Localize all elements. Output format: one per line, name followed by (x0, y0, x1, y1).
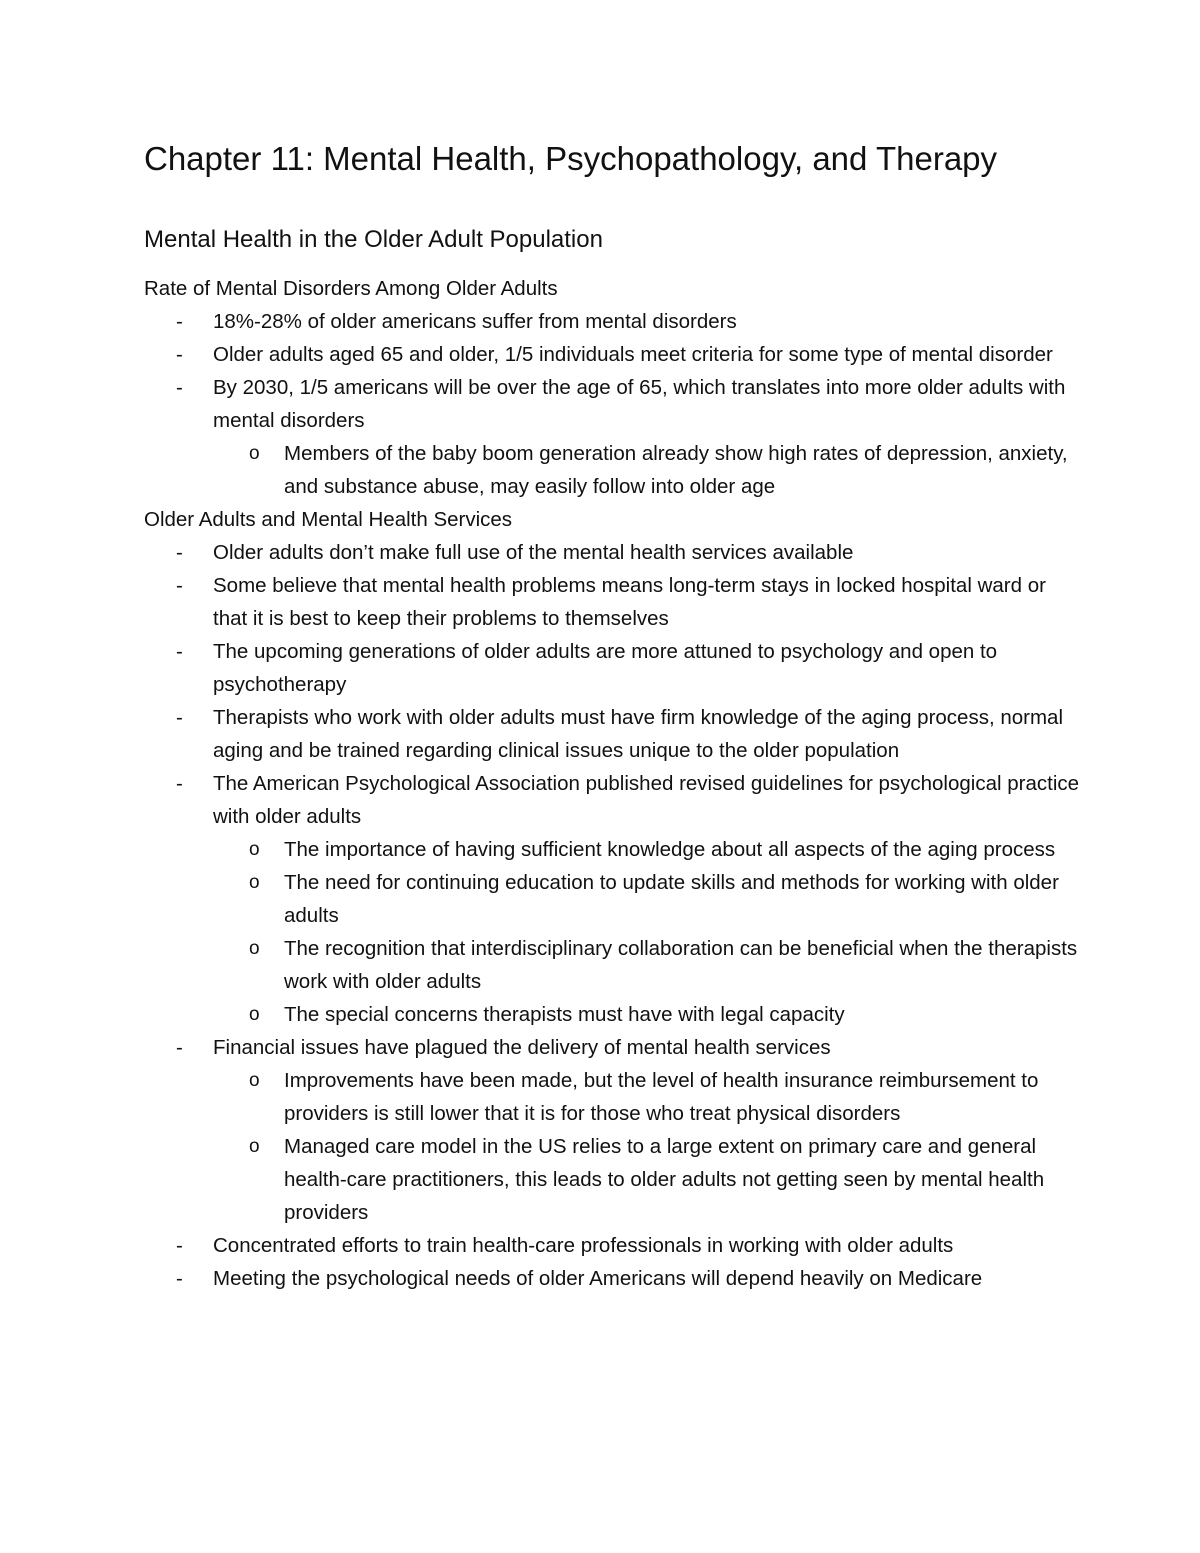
dash-bullet-icon: - (176, 706, 183, 729)
sub-list-item-text: Improvements have been made, but the level of health insurance reimbursement to providers is still lower that it is for those who treat physical disorders (284, 1069, 1039, 1125)
list-item-text: By 2030, 1/5 americans will be over the age of 65, which translates into more older adults with mental disorders (213, 376, 1066, 432)
circle-bullet-icon: o (249, 1070, 260, 1091)
dash-bullet-icon: - (176, 772, 183, 795)
subsection-heading: Older Adults and Mental Health Services (144, 508, 513, 531)
sub-list-item-text: The special concerns therapists must have with legal capacity (284, 1003, 845, 1026)
dash-bullet-icon: - (176, 1234, 183, 1257)
sub-bullet-list (213, 833, 1084, 1031)
list-item-text: Older adults aged 65 and older, 1/5 individuals meet criteria for some type of mental disorder (213, 343, 1053, 366)
list-item (144, 767, 1084, 1031)
list-item-text: Meeting the psychological needs of older Americans will depend heavily on Medicare (213, 1267, 983, 1290)
list-item (144, 536, 1084, 569)
list-item-text: The American Psychological Association published revised guidelines for psychological practice with older adults (213, 772, 1080, 828)
sub-list-item (144, 932, 1084, 998)
dash-bullet-icon: - (176, 574, 183, 597)
list-item (144, 701, 1084, 767)
sub-list-item (144, 1130, 1084, 1229)
list-item (144, 1262, 1084, 1295)
list-item (144, 305, 1084, 338)
dash-bullet-icon: - (176, 1267, 183, 1290)
bullet-list (144, 536, 1084, 1295)
sub-list-item (144, 437, 1084, 503)
sub-list-item (144, 866, 1084, 932)
sub-list-item-text: The recognition that interdisciplinary collaboration can be beneficial when the therapists work with older adults (284, 937, 1078, 993)
chapter-title: Chapter 11: Mental Health, Psychopathology, and Therapy (144, 140, 998, 177)
sub-bullet-list (213, 437, 1084, 503)
bullet-list (144, 305, 1084, 503)
sub-list-item (144, 833, 1084, 866)
list-item-text: Financial issues have plagued the delivery of mental health services (213, 1036, 831, 1059)
dash-bullet-icon: - (176, 1036, 183, 1059)
list-item (144, 1031, 1084, 1229)
dash-bullet-icon: - (176, 541, 183, 564)
list-item-text: 18%-28% of older americans suffer from mental disorders (213, 310, 737, 333)
sub-list-item (144, 998, 1084, 1031)
circle-bullet-icon: o (249, 839, 260, 860)
list-item-text: The upcoming generations of older adults are more attuned to psychology and open to psychotherapy (213, 640, 998, 696)
circle-bullet-icon: o (249, 443, 260, 464)
list-item-text: Some believe that mental health problems means long-term stays in locked hospital ward or that it is best to keep their problems to themselves (213, 574, 1046, 630)
circle-bullet-icon: o (249, 872, 260, 893)
circle-bullet-icon: o (249, 938, 260, 959)
list-item-text: Therapists who work with older adults must have firm knowledge of the aging process, normal aging and be trained regarding clinical issues unique to the older population (213, 706, 1064, 762)
subsection-heading: Rate of Mental Disorders Among Older Adults (144, 277, 558, 300)
sub-bullet-list (213, 1064, 1084, 1229)
list-item (144, 569, 1084, 635)
dash-bullet-icon: - (176, 376, 183, 399)
sub-list-item (144, 1064, 1084, 1130)
circle-bullet-icon: o (249, 1004, 260, 1025)
dash-bullet-icon: - (176, 310, 183, 333)
section-heading: Mental Health in the Older Adult Population (144, 226, 603, 253)
dash-bullet-icon: - (176, 343, 183, 366)
sub-list-item-text: Managed care model in the US relies to a large extent on primary care and general health-care practitioners, this leads to older adults not getting seen by mental health providers (284, 1135, 1045, 1224)
list-item (144, 635, 1084, 701)
list-item (144, 1229, 1084, 1262)
list-item (144, 371, 1084, 503)
notes-body (144, 272, 1084, 1295)
sub-list-item-text: Members of the baby boom generation already show high rates of depression, anxiety, and substance abuse, may easily follow into older age (284, 442, 1068, 498)
circle-bullet-icon: o (249, 1136, 260, 1157)
list-item-text: Older adults don’t make full use of the mental health services available (213, 541, 854, 564)
list-item-text: Concentrated efforts to train health-care professionals in working with older adults (213, 1234, 954, 1257)
list-item (144, 338, 1084, 371)
sub-list-item-text: The importance of having sufficient knowledge about all aspects of the aging process (284, 838, 1056, 861)
sub-list-item-text: The need for continuing education to update skills and methods for working with older adults (284, 871, 1059, 927)
dash-bullet-icon: - (176, 640, 183, 663)
